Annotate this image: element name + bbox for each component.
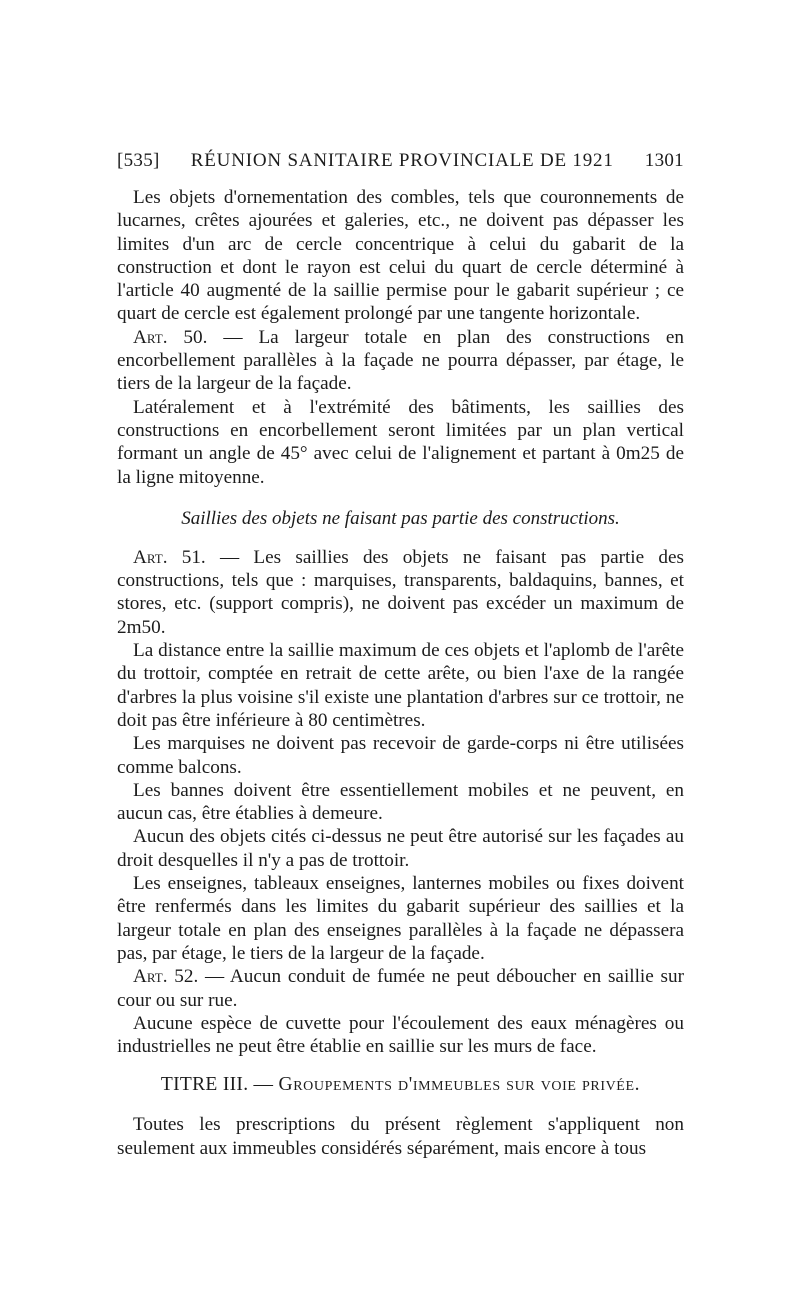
titre-prefix: TITRE III. — (160, 1074, 279, 1096)
running-header (117, 150, 684, 172)
article-51-label: Art. 51. (133, 546, 206, 568)
paragraph-marquises: Les marquises ne doivent pas recevoir de garde-corps ni être utilisées comme balcons. (117, 733, 684, 778)
paragraph-ornamentation: Les objets d'ornementation des combles, tels que couronnements de lucarnes, crêtes ajourées et galeries, etc., ne doivent pas dépasser les limites d'un arc de cercle concentrique à celui du gabarit de la construction et dont le rayon est celui du quart de cercle déterminé à l'article 40 augmenté de la saillie permise pour le gabarit supérieur ; ce quart de cercle est également prolongé par une tangente horizontale. (117, 187, 684, 325)
paragraph-enseignes: Les enseignes, tableaux enseignes, lanternes mobiles ou fixes doivent être renfermés dans les limites du gabarit supérieur des saillies et la largeur totale en plan des enseignes parallèles à la façade ne dépassera pas, par étage, le tiers de la largeur de la façade. (117, 873, 684, 964)
article-52 (117, 965, 684, 1012)
document-page (117, 150, 684, 1160)
article-50-text: — La largeur totale en plan des constructions en encorbellement parallèles à la façade ne pourra dépasser, par étage, le tiers de la largeur de la façade. (117, 326, 684, 395)
page-number: 1301 (644, 150, 684, 171)
paragraph-no-trottoir: Aucun des objets cités ci-dessus ne peut être autorisé sur les façades au droit desquelles il n'y a pas de trottoir. (117, 826, 684, 871)
article-50 (117, 326, 684, 396)
header-title: RÉUNION SANITAIRE PROVINCIALE DE 1921 (190, 150, 614, 171)
paragraph-lateral-saillies: Latéralement et à l'extrémité des bâtiments, les saillies des constructions en encorbellement seront limitées par un plan vertical formant un angle de 45° avec celui de l'alignement et partant à 0m25 de la ligne mitoyenne. (117, 396, 684, 488)
header-section-number: [535] (117, 150, 160, 171)
article-52-label: Art. 52. (133, 966, 199, 988)
titre-text: Groupements d'immeubles sur voie privée. (278, 1074, 641, 1096)
titre-heading (117, 1074, 684, 1096)
article-51-text: — Les saillies des objets ne faisant pas partie des constructions, tels que : marquises, transparents, baldaquins, bannes, et stores, etc. (support compris), ne doivent pas excéder un maximum de 2m50. (117, 546, 684, 638)
article-50-label: Art. 50. (133, 326, 208, 348)
paragraph-cuvette: Aucune espèce de cuvette pour l'écoulement des eaux ménagères ou industrielles ne peut être établie en saillie sur les murs de face. (117, 1012, 684, 1058)
article-51 (117, 546, 684, 639)
section-heading: Saillies des objets ne faisant pas partie des constructions. (181, 507, 620, 529)
paragraph-bannes: Les bannes doivent être essentiellement mobiles et ne peuvent, en aucun cas, être établies à demeure. (117, 779, 684, 825)
article-52-text: — Aucun conduit de fumée ne peut déboucher en saillie sur cour ou sur rue. (117, 966, 684, 1011)
paragraph-final: Toutes les prescriptions du présent règlement s'appliquent non seulement aux immeubles considérés séparément, mais encore à tous (117, 1114, 684, 1159)
paragraph-distance: La distance entre la saillie maximum de ces objets et l'aplomb de l'arête du trottoir, comptée en retrait de cette arête, ou bien l'axe de la rangée d'arbres la plus voisine s'il existe une plantation d'arbres sur ce trottoir, ne doit pas être inférieure à 80 centimètres. (117, 640, 684, 731)
